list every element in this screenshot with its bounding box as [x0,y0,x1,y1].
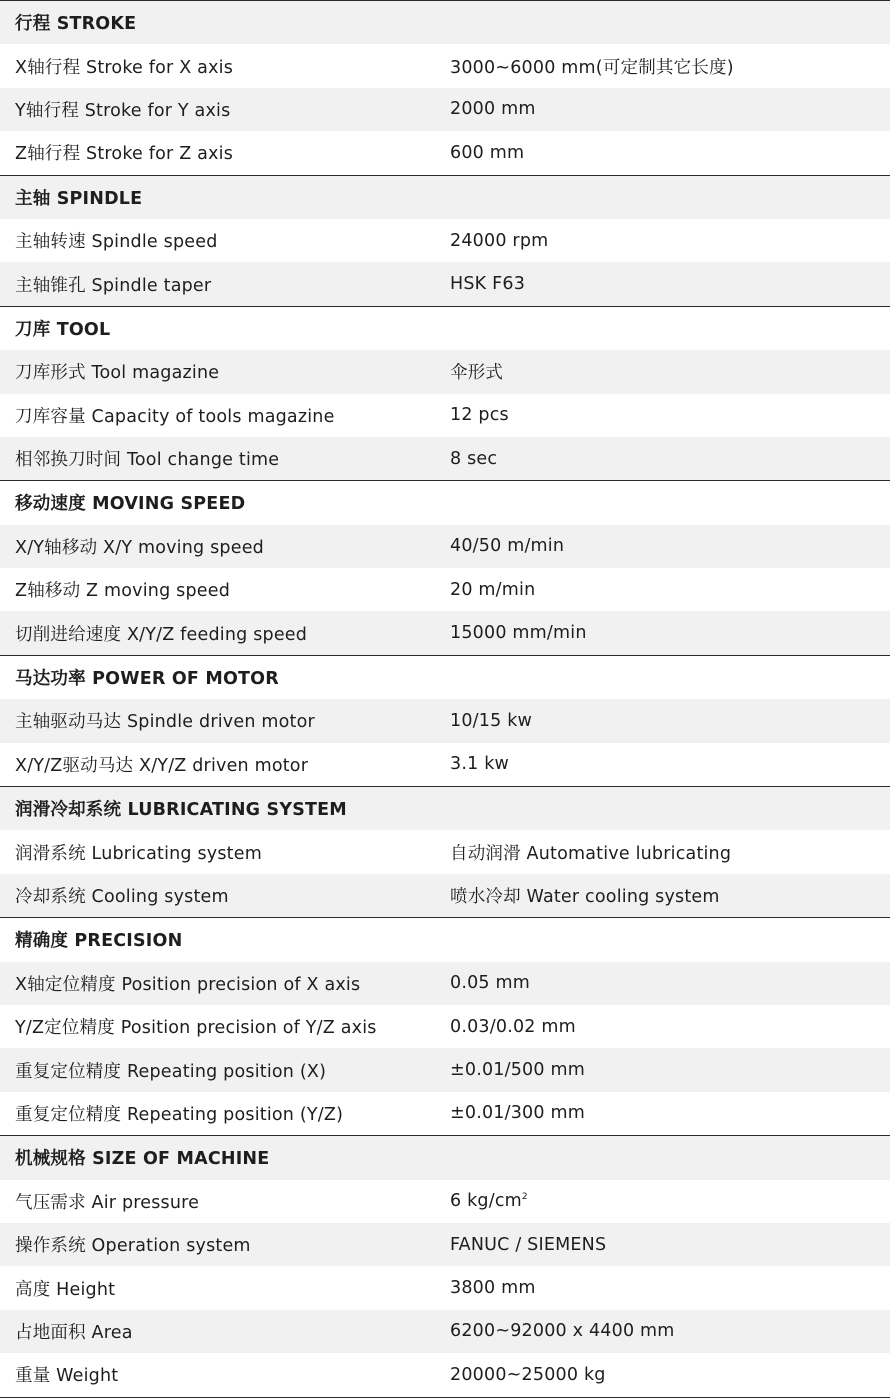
spec-value-text: FANUC / SIEMENS [450,1234,607,1255]
spec-value-superscript: 2 [521,1192,528,1203]
spec-label: 重复定位精度 Repeating position (X) [15,1061,327,1082]
spec-label: Z轴移动 Z moving speed [15,581,231,602]
section-title: 行程 STROKE [15,14,137,35]
spec-label: 刀库形式 Tool magazine [15,363,220,384]
spec-value-text: 2000 mm [450,99,536,120]
spec-row [0,830,890,873]
spec-row [0,262,890,305]
spec-value-text: 15000 mm/min [450,623,587,644]
spec-row [0,1310,890,1353]
section-header [0,307,890,350]
spec-value [436,1060,890,1080]
section-header [0,1136,890,1179]
spec-value [436,231,890,251]
spec-row [0,1180,890,1223]
spec-value [436,274,890,294]
spec-label: 相邻换刀时间 Tool change time [15,450,280,471]
spec-label: 主轴转速 Spindle speed [15,232,218,253]
spec-section [0,0,890,175]
spec-value-text: HSK F63 [450,274,526,295]
spec-value [436,54,890,79]
spec-value-text: 20000~25000 kg [450,1364,606,1385]
spec-value [436,711,890,731]
spec-row [0,874,890,917]
spec-row [0,525,890,568]
spec-value [436,580,890,600]
spec-row [0,44,890,87]
section-title: 马达功率 POWER OF MOTOR [15,669,279,690]
spec-value-text: 24000 rpm [450,230,549,251]
spec-value-text: ±0.01/300 mm [450,1103,585,1124]
spec-row [0,394,890,437]
spec-value [436,449,890,469]
spec-row [0,1266,890,1309]
spec-value-text: 3800 mm [450,1278,536,1299]
spec-row [0,437,890,480]
section-header [0,481,890,524]
spec-row [0,131,890,174]
section-title: 主轴 SPINDLE [15,188,143,209]
spec-value [436,143,890,163]
spec-row [0,611,890,654]
section-header [0,656,890,699]
spec-value [436,973,890,993]
section-title: 精确度 PRECISION [15,931,183,952]
spec-row [0,1092,890,1135]
spec-label: X轴行程 Stroke for X axis [15,57,234,78]
spec-value-text: 20 m/min [450,579,536,600]
spec-row [0,743,890,786]
spec-label: Y/Z定位精度 Position precision of Y/Z axis [15,1018,377,1039]
spec-label: 主轴驱动马达 Spindle driven motor [15,712,315,733]
spec-value-text: 600 mm [450,142,525,163]
section-header [0,1,890,44]
spec-value [436,1365,890,1385]
spec-section [0,786,890,917]
spec-value-text: 12 pcs [450,405,509,426]
spec-label: 冷却系统 Cooling system [15,887,229,907]
spec-value-text: 6200~92000 x 4400 mm [450,1321,675,1342]
spec-value [436,405,890,425]
spec-label: X/Y轴移动 X/Y moving speed [15,537,264,558]
spec-value-text: 6 kg/cm [450,1191,522,1212]
spec-value [436,536,890,556]
spec-value [436,1103,890,1123]
spec-value [436,1278,890,1298]
section-title: 刀库 TOOL [15,319,111,340]
spec-row [0,1223,890,1266]
spec-value [436,1191,890,1211]
spec-section [0,655,890,786]
spec-value-text: 0.03/0.02 mm [450,1016,576,1037]
spec-value [436,1235,890,1255]
spec-value-text: 3.1 kw [450,754,510,775]
spec-label: 占地面积 Area [15,1322,133,1343]
section-header [0,918,890,961]
spec-section [0,917,890,1135]
spec-label: X轴定位精度 Position precision of X axis [15,974,361,995]
spec-row [0,88,890,131]
spec-value [436,840,890,865]
spec-label: 操作系统 Operation system [15,1236,251,1257]
spec-value [436,1321,890,1341]
spec-value [436,754,890,774]
spec-label: 润滑系统 Lubricating system [15,843,262,864]
spec-label: 重复定位精度 Repeating position (Y/Z) [15,1104,344,1125]
spec-value-text: 0.05 mm [450,973,531,994]
spec-value-text: 40/50 m/min [450,536,565,557]
spec-value-text: ±0.01/500 mm [450,1060,585,1081]
section-title: 机械规格 SIZE OF MACHINE [15,1149,270,1170]
section-title: 移动速度 MOVING SPEED [15,494,246,515]
spec-value-text: 8 sec [450,448,498,469]
spec-section [0,306,890,481]
spec-label: X/Y/Z驱动马达 X/Y/Z driven motor [15,755,309,776]
spec-row [0,1005,890,1048]
spec-row [0,699,890,742]
spec-row [0,568,890,611]
spec-value-text: 自动润滑 Automative lubricating [450,843,732,864]
spec-label: 主轴锥孔 Spindle taper [15,275,212,296]
spec-row [0,219,890,262]
spec-label: 高度 Height [15,1279,116,1300]
spec-value-text: 10/15 kw [450,710,533,731]
section-title: 润滑冷却系统 LUBRICATING SYSTEM [15,800,347,821]
spec-label: 切削进给速度 X/Y/Z feeding speed [15,624,308,645]
spec-value-text: 3000~6000 mm(可定制其它长度) [450,57,734,78]
spec-label: 气压需求 Air pressure [15,1192,200,1213]
spec-value [436,1017,890,1037]
spec-row [0,1048,890,1091]
spec-label: 刀库容量 Capacity of tools magazine [15,406,335,427]
spec-value [436,99,890,119]
spec-value [436,883,890,908]
section-header [0,176,890,219]
section-header [0,787,890,830]
spec-row [0,350,890,393]
spec-label: 重量 Weight [15,1366,119,1387]
spec-value [436,623,890,643]
spec-value-text: 伞形式 [450,363,504,384]
spec-value [436,359,890,384]
spec-value-text: 喷水冷却 Water cooling system [450,887,720,907]
spec-section [0,1135,890,1397]
spec-row [0,1353,890,1396]
spec-section [0,480,890,655]
spec-label: Z轴行程 Stroke for Z axis [15,144,234,165]
spec-row [0,962,890,1005]
spec-section [0,175,890,306]
spec-label: Y轴行程 Stroke for Y axis [15,100,231,121]
